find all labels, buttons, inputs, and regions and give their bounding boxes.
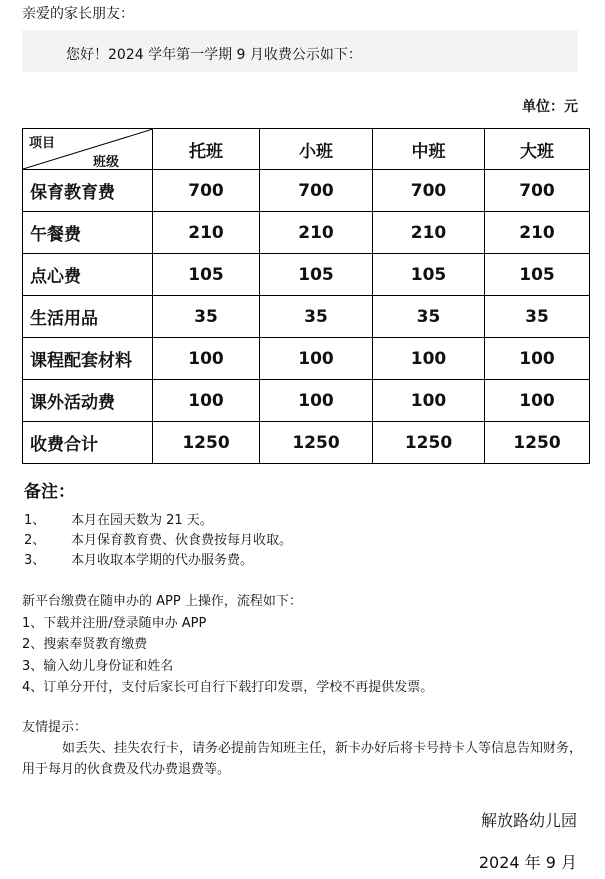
row-value: 100 xyxy=(373,380,485,422)
corner-bottom-label: 班级 xyxy=(93,155,120,170)
row-value: 105 xyxy=(485,254,590,296)
corner-cell xyxy=(23,129,153,170)
note-text: 本月收取本学期的代办服务费。 xyxy=(71,553,254,568)
greeting: 亲爱的家长朋友： xyxy=(22,6,134,22)
row-value: 35 xyxy=(485,296,590,338)
platform-step: 2、搜索奉贤教育缴费 xyxy=(22,637,148,652)
row-item: 课程配套材料 xyxy=(23,338,153,380)
class-header: 小班 xyxy=(260,129,373,170)
table-header-row xyxy=(23,129,590,170)
row-value: 210 xyxy=(373,212,485,254)
row-value: 100 xyxy=(153,338,260,380)
notes-list xyxy=(24,511,292,571)
table-row xyxy=(23,380,590,422)
row-value: 700 xyxy=(260,170,373,212)
tips-title: 友情提示： xyxy=(22,720,88,735)
intro-box xyxy=(22,30,578,72)
platform-section xyxy=(22,591,433,699)
row-value: 100 xyxy=(485,338,590,380)
row-value: 105 xyxy=(260,254,373,296)
row-value: 210 xyxy=(260,212,373,254)
row-value: 105 xyxy=(153,254,260,296)
class-header: 托班 xyxy=(153,129,260,170)
row-value: 1250 xyxy=(485,422,590,464)
note-text: 本月在园天数为 21 天。 xyxy=(71,513,213,528)
table-row xyxy=(23,254,590,296)
row-item: 收费合计 xyxy=(23,422,153,464)
signature-date: 2024 年 9 月 xyxy=(478,853,577,872)
fee-table xyxy=(22,128,590,464)
signature-org: 解放路幼儿园 xyxy=(480,811,577,830)
platform-step: 4、订单分开付，支付后家长可自行下载打印发票，学校不再提供发票。 xyxy=(22,680,434,695)
row-value: 100 xyxy=(260,338,373,380)
table-row xyxy=(23,170,590,212)
platform-step: 3、输入幼儿身份证和姓名 xyxy=(22,658,174,674)
row-value: 100 xyxy=(373,338,485,380)
row-item: 保育教育费 xyxy=(23,170,153,212)
row-value: 700 xyxy=(153,170,260,212)
unit-label: 单位：元 xyxy=(522,99,578,115)
row-value: 1250 xyxy=(373,422,485,464)
row-value: 35 xyxy=(153,296,260,338)
tips-section xyxy=(22,717,582,780)
note-item xyxy=(24,531,292,551)
note-number: 3、 xyxy=(24,553,46,568)
table-row xyxy=(23,338,590,380)
row-value: 1250 xyxy=(153,422,260,464)
table-row xyxy=(23,296,590,338)
note-item xyxy=(24,511,292,531)
class-header: 大班 xyxy=(485,129,590,170)
row-item: 点心费 xyxy=(23,254,153,296)
row-value: 210 xyxy=(485,212,590,254)
table-total-row xyxy=(23,422,590,464)
corner-top-label: 项目 xyxy=(29,136,56,151)
table-row xyxy=(23,212,590,254)
row-value: 100 xyxy=(260,380,373,422)
row-value: 35 xyxy=(260,296,373,338)
row-value: 100 xyxy=(153,380,260,422)
note-text: 本月保育教育费、伙食费按每月收取。 xyxy=(71,533,293,548)
row-item: 午餐费 xyxy=(23,212,153,254)
platform-step: 1、下载并注册/登录随申办 APP xyxy=(22,615,207,631)
note-number: 2、 xyxy=(24,533,46,548)
note-item xyxy=(24,551,292,571)
platform-title: 新平台缴费在随申办的 APP 上操作，流程如下： xyxy=(22,594,302,609)
row-value: 1250 xyxy=(260,422,373,464)
row-value: 700 xyxy=(485,170,590,212)
row-value: 210 xyxy=(153,212,260,254)
row-item: 生活用品 xyxy=(23,296,153,338)
note-number: 1、 xyxy=(24,513,46,528)
class-header: 中班 xyxy=(373,129,485,170)
intro-text: 您好！2024 学年第一学期 9 月收费公示如下： xyxy=(66,47,362,63)
notes-title: 备注： xyxy=(24,482,75,502)
row-value: 105 xyxy=(373,254,485,296)
row-value: 100 xyxy=(485,380,590,422)
row-value: 35 xyxy=(373,296,485,338)
row-item: 课外活动费 xyxy=(23,380,153,422)
row-value: 700 xyxy=(373,170,485,212)
tips-body: 如丢失、挂失农行卡，请务必提前告知班主任，新卡办好后将卡号持卡人等信息告知财务，用于每月的伙食费及代办费退费等。 xyxy=(22,741,583,777)
